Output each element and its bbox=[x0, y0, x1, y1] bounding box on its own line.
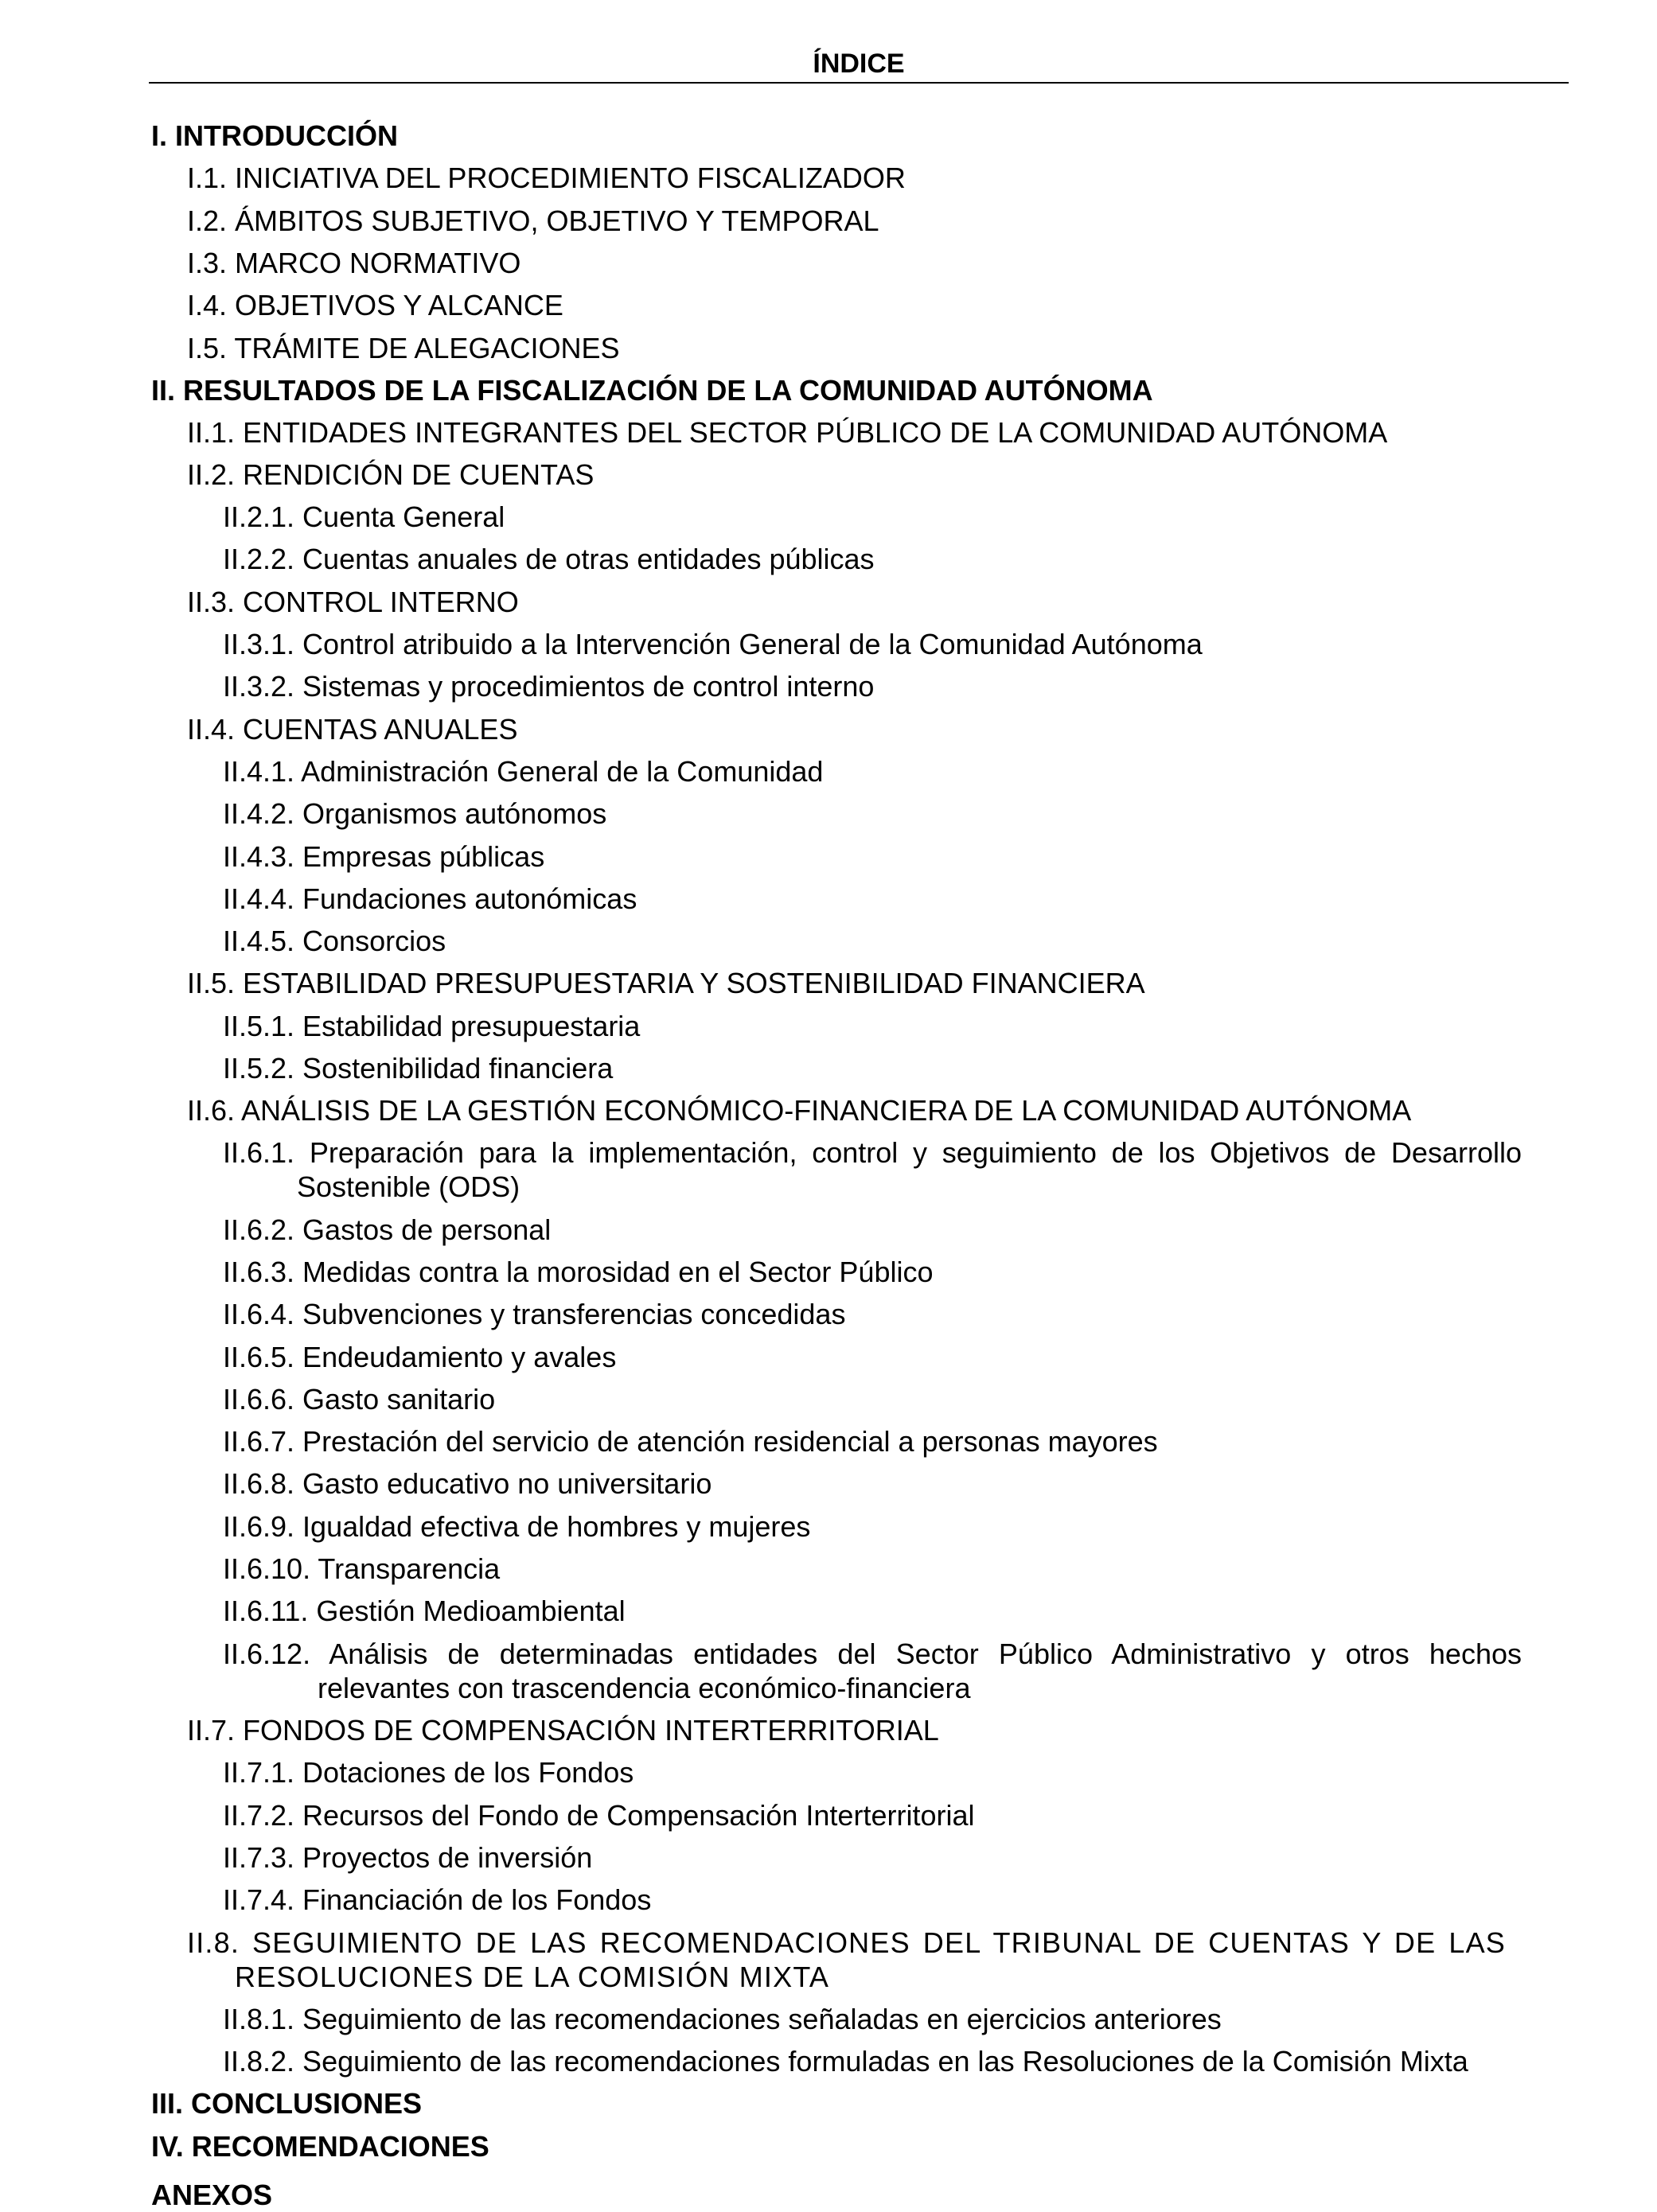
toc-entry-level-2[interactable]: II.8.2. Seguimiento de las recomendaciones formuladas en las Resoluciones de la Comisión Mixta bbox=[223, 2045, 1468, 2078]
header-divider bbox=[149, 82, 1569, 84]
toc-entry-level-2[interactable]: II.6.11. Gestión Medioambiental bbox=[223, 1595, 626, 1627]
toc-entry-level-2[interactable]: II.3.1. Control atribuido a la Intervención General de la Comunidad Autónoma bbox=[223, 628, 1203, 660]
toc-entry-level-2[interactable]: II.5.2. Sostenibilidad financiera bbox=[223, 1052, 614, 1085]
toc-entry-level-1[interactable]: II.6. ANÁLISIS DE LA GESTIÓN ECONÓMICO-FINANCIERA DE LA COMUNIDAD AUTÓNOMA bbox=[187, 1094, 1412, 1127]
toc-entry-level-1[interactable]: I.4. OBJETIVOS Y ALCANCE bbox=[187, 289, 563, 321]
toc-entry-level-2[interactable]: II.4.4. Fundaciones autonómicas bbox=[223, 882, 637, 915]
toc-entry-level-2[interactable]: II.6.7. Prestación del servicio de atención residencial a personas mayores bbox=[223, 1425, 1158, 1458]
toc-entry-level-2[interactable]: II.7.2. Recursos del Fondo de Compensación Interterritorial bbox=[223, 1799, 975, 1832]
toc-entry-level-1[interactable]: II.1. ENTIDADES INTEGRANTES DEL SECTOR PÚBLICO DE LA COMUNIDAD AUTÓNOMA bbox=[187, 416, 1388, 449]
toc-entry-level-2[interactable]: II.6.4. Subvenciones y transferencias concedidas bbox=[223, 1298, 846, 1330]
toc-entry-level-2[interactable]: II.6.6. Gasto sanitario bbox=[223, 1383, 496, 1416]
toc-entry-level-1[interactable]: II.7. FONDOS DE COMPENSACIÓN INTERTERRITORIAL bbox=[187, 1714, 939, 1747]
toc-entry-level-1[interactable]: II.4. CUENTAS ANUALES bbox=[187, 713, 518, 746]
toc-entry-level-2[interactable]: II.4.2. Organismos autónomos bbox=[223, 797, 607, 830]
toc-entry-level-2[interactable]: II.5.1. Estabilidad presupuestaria bbox=[223, 1010, 641, 1042]
toc-entry-level-1[interactable]: II.3. CONTROL INTERNO bbox=[187, 586, 519, 618]
toc-entry-level-2[interactable]: II.4.3. Empresas públicas bbox=[223, 840, 545, 873]
toc-entry-level-2[interactable]: II.6.12. Análisis de determinadas entidades del Sector Público Administrativo y otros hechos relevantes con trascendencia económico-financiera bbox=[223, 1638, 1522, 1704]
toc-entry-level-0[interactable]: III. CONCLUSIONES bbox=[151, 2087, 423, 2120]
toc-entry-level-2[interactable]: II.2.1. Cuenta General bbox=[223, 500, 505, 533]
toc-entry-level-2[interactable]: II.4.1. Administración General de la Comunidad bbox=[223, 755, 824, 788]
toc-entry-level-1[interactable]: I.1. INICIATIVA DEL PROCEDIMIENTO FISCALIZADOR bbox=[187, 162, 906, 194]
toc-entry-level-2[interactable]: II.6.9. Igualdad efectiva de hombres y mujeres bbox=[223, 1510, 811, 1543]
toc-entry-level-2[interactable]: II.6.3. Medidas contra la morosidad en el Sector Público bbox=[223, 1256, 934, 1288]
toc-entry-level-2[interactable]: II.6.1. Preparación para la implementación, control y seguimiento de los Objetivos de Desarrollo Sostenible (ODS) bbox=[223, 1136, 1522, 1203]
toc-entry-level-2[interactable]: II.2.2. Cuentas anuales de otras entidades públicas bbox=[223, 543, 875, 575]
toc-entry-level-2[interactable]: II.3.2. Sistemas y procedimientos de control interno bbox=[223, 670, 875, 703]
toc-entry-level-2[interactable]: II.6.5. Endeudamiento y avales bbox=[223, 1341, 617, 1373]
toc-entry-level-1[interactable]: I.5. TRÁMITE DE ALEGACIONES bbox=[187, 332, 620, 364]
toc-entry-level-2[interactable]: II.7.3. Proyectos de inversión bbox=[223, 1841, 593, 1874]
toc-entry-level-1[interactable]: II.5. ESTABILIDAD PRESUPUESTARIA Y SOSTENIBILIDAD FINANCIERA bbox=[187, 967, 1145, 999]
toc-entry-level-2[interactable]: II.6.10. Transparencia bbox=[223, 1552, 501, 1585]
toc-entry-level-1[interactable]: II.8. SEGUIMIENTO DE LAS RECOMENDACIONES DEL TRIBUNAL DE CUENTAS Y DE LAS RESOLUCIONES DE LA COMISIÓN MIXTA bbox=[187, 1926, 1506, 1993]
toc-entry-level-2[interactable]: II.6.8. Gasto educativo no universitario bbox=[223, 1467, 712, 1500]
toc-entry-level-2[interactable]: II.7.1. Dotaciones de los Fondos bbox=[223, 1756, 634, 1789]
toc-entry-level-0[interactable]: ANEXOS bbox=[151, 2179, 273, 2211]
toc-entry-level-1[interactable]: I.2. ÁMBITOS SUBJETIVO, OBJETIVO Y TEMPORAL bbox=[187, 204, 879, 237]
toc-entry-level-0[interactable]: IV. RECOMENDACIONES bbox=[151, 2130, 489, 2163]
toc-entry-level-2[interactable]: II.7.4. Financiación de los Fondos bbox=[223, 1883, 652, 1916]
toc-entry-level-0[interactable]: II. RESULTADOS DE LA FISCALIZACIÓN DE LA COMUNIDAD AUTÓNOMA bbox=[151, 374, 1153, 407]
toc-entry-level-0[interactable]: I. INTRODUCCIÓN bbox=[151, 119, 398, 152]
toc-entry-level-1[interactable]: I.3. MARCO NORMATIVO bbox=[187, 247, 521, 279]
toc-entry-level-1[interactable]: II.2. RENDICIÓN DE CUENTAS bbox=[187, 458, 595, 491]
toc-entry-level-2[interactable]: II.8.1. Seguimiento de las recomendaciones señaladas en ejercicios anteriores bbox=[223, 2003, 1222, 2035]
toc-entry-level-2[interactable]: II.4.5. Consorcios bbox=[223, 925, 446, 957]
page-title: ÍNDICE bbox=[813, 49, 905, 79]
toc-entry-level-2[interactable]: II.6.2. Gastos de personal bbox=[223, 1213, 552, 1246]
